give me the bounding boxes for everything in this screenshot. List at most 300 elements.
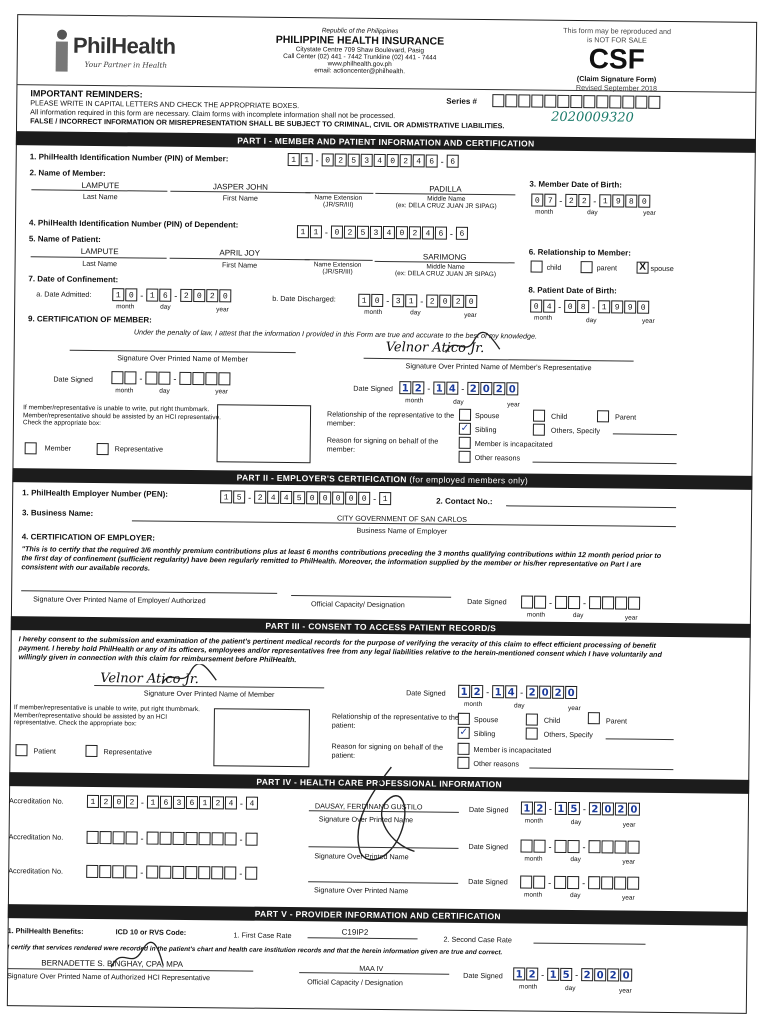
day-label: day — [569, 891, 581, 900]
opt-representative-checkbox-2[interactable] — [85, 745, 97, 757]
digit-box[interactable]: 0 — [637, 301, 649, 314]
employer-cert-text: "This is to certify that the required 3/6 monthly premium contributions plus at least 6 months contributions preceding the 3 months qualifying contributions within 12 month period prior to the first day of confinement (sufficient regularity) have been regularly remitted to PhilHealth. Moreover, the information supplied by the member or his/her representative on Part I are consistent with our available records. — [21, 544, 662, 573]
label-name-ext-sub: (JR/SR/III) — [322, 268, 353, 276]
business-name-label: 3. Business Name: — [21, 508, 94, 518]
hci-capacity-value[interactable]: MAA IV — [359, 963, 384, 974]
rel-child-label: child — [546, 262, 562, 272]
q1-member-pin-label: 1. PhilHealth Identification Number (PIN) of Member: — [29, 152, 229, 164]
digit-box[interactable]: 0 — [345, 492, 357, 505]
box-separator: - — [239, 798, 244, 809]
year-label: year — [622, 821, 636, 829]
doctor-signature-scribble-icon — [330, 762, 441, 878]
digit-box[interactable]: 0 — [531, 194, 543, 207]
label-name-ext-text: Name Extension — [313, 261, 362, 269]
digit-box[interactable]: 2 — [526, 686, 538, 699]
box-separator: - — [174, 290, 178, 301]
digit-box[interactable]: 1 — [555, 802, 567, 815]
digit-box[interactable]: 1 — [146, 289, 158, 302]
digit-box[interactable]: 5 — [348, 154, 360, 167]
box-separator: - — [140, 796, 145, 808]
member-last-name[interactable]: LAMPUTE — [81, 180, 120, 191]
month-label: month — [519, 983, 538, 991]
label-last-name: Last Name — [82, 191, 118, 202]
pen-label: 1. PhilHealth Employer Number (PEN): — [22, 488, 169, 499]
digit-box[interactable]: 6 — [160, 796, 172, 809]
digit-box[interactable]: 1 — [358, 294, 370, 307]
reproduce-note-1: This form may be reproduced and — [563, 25, 672, 36]
digit-box[interactable]: 2 — [412, 381, 424, 394]
digit-box[interactable]: 1 — [220, 490, 232, 503]
reason-other-text-2: Other reasons — [473, 758, 519, 769]
reason-incapacitated-box[interactable] — [459, 437, 471, 449]
agency-email: email: actioncenter@philhealth. — [314, 67, 406, 76]
digit-box[interactable]: 2 — [581, 968, 593, 981]
reason-label: Reason for signing on behalf of the member: — [326, 435, 439, 454]
digit-box[interactable]: 0 — [331, 225, 343, 238]
digit-box[interactable]: 0 — [565, 686, 577, 699]
day-label: day — [565, 984, 576, 993]
digit-box[interactable]: 2 — [565, 194, 577, 207]
digit-box[interactable]: 1 — [310, 225, 322, 238]
digit-box[interactable]: 0 — [530, 300, 542, 313]
digit-box[interactable]: 6 — [186, 796, 198, 809]
day-label: day — [513, 702, 525, 710]
member-first-name[interactable]: JASPER JOHN — [212, 182, 269, 192]
digit-box[interactable]: 2 — [467, 382, 479, 395]
opt-patient-label: Patient — [33, 746, 56, 756]
digit-box[interactable]: 1 — [112, 288, 124, 301]
digit-box[interactable]: 2 — [615, 802, 627, 815]
label-name-ext-sub: (JR/SR/III) — [323, 201, 354, 209]
box-separator: - — [324, 226, 329, 237]
rel-parent-box-2[interactable] — [588, 712, 600, 724]
digit-box[interactable]: 0 — [638, 195, 650, 208]
digit-box[interactable]: 1 — [399, 381, 411, 394]
patient-middle-name[interactable]: SARIMONG — [422, 252, 467, 262]
label-middle-name — [373, 195, 519, 211]
rep-signature-label: Signature Over Printed Name of Member's Representative — [405, 361, 592, 373]
doctor-name[interactable]: DAUSAY, FERDINAND GUSTILO — [314, 801, 423, 812]
box-separator: - — [440, 156, 444, 167]
label-first-name: First Name — [222, 193, 258, 203]
digit-box[interactable]: 0 — [306, 491, 318, 504]
digit-box[interactable]: 0 — [219, 289, 231, 302]
digit-box[interactable]: 2 — [400, 154, 412, 167]
digit-box[interactable]: 7 — [544, 194, 556, 207]
first-case-value[interactable]: C19IP2 — [341, 927, 369, 937]
digit-box[interactable]: 0 — [628, 803, 640, 816]
digit-box[interactable]: 1 — [87, 795, 99, 808]
box-separator: - — [140, 289, 144, 300]
rel-spouse-text-2: Spouse — [473, 714, 499, 725]
patient-first-name[interactable]: APRIL JOY — [219, 248, 261, 258]
business-name[interactable]: CITY GOVERNMENT OF SAN CARLOS — [336, 513, 467, 524]
rel-child-text: Child — [550, 411, 568, 421]
digit-box[interactable]: 0 — [564, 300, 576, 313]
rel-spouse-checkbox[interactable]: X — [637, 262, 649, 274]
employer-capacity-label: Official Capacity/ Designation — [311, 599, 405, 610]
box-separator: - — [315, 154, 319, 165]
patient-last-name[interactable]: LAMPUTE — [80, 246, 119, 257]
member-dob[interactable] — [531, 194, 651, 208]
digit-box[interactable]: 3 — [173, 796, 185, 809]
digit-box[interactable]: 1 — [547, 968, 559, 981]
dependent-pin[interactable] — [297, 225, 469, 240]
member-pin[interactable] — [288, 153, 460, 168]
q2-member-name-label: 2. Name of Member: — [29, 168, 106, 179]
digit-box[interactable]: 2 — [409, 226, 421, 239]
day-label: day — [570, 818, 582, 827]
form-name: (Claim Signature Form) — [576, 74, 657, 84]
digit-box[interactable]: 2 — [212, 796, 224, 809]
dob-year-label: year — [643, 209, 656, 217]
digit-box[interactable]: 1 — [199, 796, 211, 809]
digit-box[interactable]: 2 — [471, 685, 483, 698]
benefits-label: 1. PhilHealth Benefits: — [7, 926, 84, 936]
part2-title-text: PART II - EMPLOYER'S CERTIFICATION — [236, 472, 407, 485]
digit-box[interactable]: 2 — [126, 795, 138, 808]
year-label: year — [621, 894, 635, 902]
patient-dob[interactable] — [530, 300, 650, 314]
date-discharged[interactable] — [358, 294, 478, 308]
digit-box[interactable]: 3 — [361, 154, 373, 167]
representative-signature: Velnor Atico Jr. — [385, 340, 485, 357]
box-separator: - — [373, 493, 377, 504]
date-admitted[interactable] — [112, 288, 232, 302]
digit-box[interactable]: 8 — [577, 300, 589, 313]
rel-spouse-text: Spouse — [474, 410, 500, 421]
icd-label: ICD 10 or RVS Code: — [115, 927, 187, 937]
digit-box[interactable]: 0 — [594, 968, 606, 981]
digit-box[interactable]: 6 — [435, 227, 447, 240]
opt-representative-label: Representative — [114, 444, 164, 454]
reminders-line3: FALSE / INCORRECT INFORMATION OR MISREPRESENTATION SHALL BE SUBJECT TO CRIMINAL, CIVIL OR ADMISTRATIVE LIABILITIES. — [30, 116, 505, 131]
digit-box[interactable]: 4 — [413, 154, 425, 167]
digit-box[interactable]: 0 — [193, 289, 205, 302]
digit-box[interactable]: 2 — [426, 294, 438, 307]
part4-title: PART IV - HEALTH CARE PROFESSIONAL INFORMATION — [9, 772, 749, 794]
consent-date-signed[interactable] — [458, 685, 578, 699]
digit-box[interactable]: 4 — [446, 382, 458, 395]
box-separator: - — [548, 803, 552, 814]
opt-member-checkbox[interactable] — [25, 442, 37, 454]
box-separator: - — [427, 382, 431, 393]
provider-cert-text: I certify that services rendered were recorded in the patient's chart and health care institution records and that the herein information given are true and correct. — [7, 944, 503, 957]
reason-incapacitated-box-2[interactable] — [457, 743, 469, 755]
month-label: month — [405, 397, 424, 405]
digit-box[interactable]: 0 — [113, 795, 125, 808]
reminders-line2: All information required in this form are necessary. Claim forms with incomplete information shall not be processed. — [30, 107, 396, 121]
year-label: year — [618, 987, 632, 995]
accreditation-label-2: Accreditation No. — [8, 832, 64, 842]
accreditation-no-1[interactable] — [87, 795, 259, 810]
label-name-ext-text: Name Extension — [314, 194, 363, 202]
employer-date-signed[interactable]: - - — [521, 595, 641, 609]
digit-box[interactable]: 0 — [322, 153, 334, 166]
consent-signature-label: Signature Over Printed Name of Member — [143, 688, 275, 699]
digit-box[interactable]: 4 — [422, 226, 434, 239]
digit-box[interactable]: 1 — [405, 294, 417, 307]
rel-parent-text-2: Parent — [605, 716, 628, 726]
member-signature-label: Signature Over Printed Name of Member — [117, 353, 248, 364]
day-label: day — [410, 309, 421, 317]
digit-box[interactable]: 0 — [539, 686, 551, 699]
rel-parent-checkbox[interactable] — [581, 261, 593, 273]
opt-representative-label-2: Representative — [103, 747, 152, 757]
digit-box[interactable]: 2 — [493, 382, 505, 395]
month-label: month — [364, 308, 383, 316]
digit-box[interactable]: 6 — [426, 154, 438, 167]
box-separator: - — [575, 969, 579, 980]
rel-spouse-box-2[interactable] — [458, 713, 470, 725]
rel-spouse-label: spouse — [650, 263, 674, 274]
second-case-label: 2. Second Case Rate — [443, 934, 512, 945]
month-label: month — [524, 855, 543, 863]
doctor-date-1[interactable] — [521, 801, 641, 815]
digit-box[interactable]: 1 — [301, 153, 313, 166]
day-label: day — [453, 398, 464, 406]
rel-child-box-2[interactable] — [526, 714, 538, 726]
day-label: day — [585, 317, 597, 325]
reminders-line1: PLEASE WRITE IN CAPITAL LETTERS AND CHECK THE APPROPRIATE BOXES. — [30, 98, 300, 111]
digit-box[interactable]: 0 — [371, 294, 383, 307]
digit-box[interactable]: 4 — [543, 300, 555, 313]
hci-signature-scribble-icon — [107, 939, 167, 979]
rel-sibling-text: Sibling — [474, 424, 497, 435]
doctor-date-label-1: Date Signed — [468, 804, 509, 815]
employer-cert-label: 4. CERTIFICATION OF EMPLOYER: — [21, 532, 155, 543]
rel-others-text-2: Others, Specify — [543, 729, 593, 740]
digit-box[interactable]: 5 — [560, 968, 572, 981]
employer-signature-label: Signature Over Printed Name of Employer/ Authorized — [33, 594, 206, 606]
rel-child-box[interactable] — [533, 410, 545, 422]
digit-box[interactable]: 2 — [578, 194, 590, 207]
accreditation-label-3: Accreditation No. — [8, 866, 64, 876]
dob-month-label: month — [535, 208, 554, 216]
doctor-date-3[interactable]: - - — [520, 875, 640, 889]
digit-box[interactable]: 0 — [465, 295, 477, 308]
reason-other-box[interactable] — [459, 451, 471, 463]
digit-box[interactable]: 4 — [374, 154, 386, 167]
digit-box[interactable]: 2 — [607, 968, 619, 981]
rel-sibling-box[interactable]: ✓ — [460, 422, 470, 434]
digit-box[interactable]: 2 — [100, 795, 112, 808]
agency-callcenter: Call Center (02) 441 - 7442 Trunkline (02) 441 - 7444 — [283, 52, 437, 62]
rel-child-checkbox[interactable] — [531, 261, 543, 273]
reason-incapacitated-text-2: Member is incapacitated — [473, 744, 552, 755]
reason-incapacitated-text: Member is incapacitated — [474, 438, 553, 449]
part3-title: PART III - CONSENT TO ACCESS PATIENT RECORD/S — [11, 616, 751, 638]
doctor-signature-label-2: Signature Over Printed Name — [314, 851, 409, 862]
opt-representative-checkbox[interactable] — [97, 443, 109, 455]
digit-box[interactable]: 0 — [332, 491, 344, 504]
digit-box[interactable]: 4 — [225, 796, 237, 809]
doctor-date-label-3: Date Signed — [468, 876, 508, 887]
digit-box[interactable]: 5 — [293, 491, 305, 504]
digit-box[interactable]: 2 — [206, 289, 218, 302]
rel-parent-box[interactable] — [597, 410, 609, 422]
agency-name: PHILIPPINE HEALTH INSURANCE — [275, 33, 445, 48]
digit-box[interactable]: 4 — [383, 226, 395, 239]
year-label: year — [464, 311, 477, 319]
digit-box[interactable]: 1 — [458, 685, 470, 698]
logo-text: PhilHealth — [72, 32, 176, 59]
digit-box[interactable]: 9 — [624, 301, 636, 314]
reason-other-box-2[interactable] — [457, 757, 469, 769]
rel-others-box[interactable] — [533, 424, 545, 436]
digit-box[interactable]: 1 — [521, 801, 533, 814]
digit-box[interactable]: 1 — [599, 194, 611, 207]
member-middle-name[interactable]: PADILLA — [429, 184, 462, 194]
rep-date-signed[interactable] — [399, 381, 519, 395]
series-boxes[interactable] — [492, 94, 661, 109]
rel-others-text: Others, Specify — [550, 425, 601, 436]
box-separator: - — [541, 969, 545, 980]
thumbmark-box[interactable] — [217, 404, 312, 463]
digit-box[interactable]: 1 — [379, 492, 391, 505]
digit-box[interactable]: 8 — [625, 195, 637, 208]
digit-box[interactable]: 3 — [392, 294, 404, 307]
q8-patient-dob-label: 8. Patient Date of Birth: — [528, 285, 617, 296]
digit-box[interactable]: 2 — [552, 686, 564, 699]
hci-date-signed[interactable] — [513, 967, 633, 981]
part5-title: PART V - PROVIDER INFORMATION AND CERTIFICATION — [8, 904, 748, 926]
rel-others-box-2[interactable] — [526, 728, 538, 740]
digit-box[interactable]: 2 — [589, 802, 601, 815]
q4-dependent-pin-label: 4. PhilHealth Identification Number (PIN) of Dependent: — [28, 218, 239, 230]
box-separator: - — [449, 228, 453, 239]
digit-box[interactable]: 0 — [125, 288, 137, 301]
consent-signature: Velnor Atico Jr. — [100, 671, 199, 688]
digit-box[interactable]: 0 — [439, 295, 451, 308]
digit-box[interactable]: 2 — [180, 289, 192, 302]
digit-box[interactable]: 1 — [492, 685, 504, 698]
digit-box[interactable]: 1 — [598, 300, 610, 313]
month-label: month — [524, 817, 543, 825]
doctor-date-2[interactable]: - - — [520, 839, 640, 853]
employer-pen[interactable] — [220, 490, 392, 505]
day-label: day — [160, 303, 171, 311]
contact-label: 2. Contact No.: — [436, 496, 493, 507]
digit-box[interactable]: 0 — [480, 382, 492, 395]
month-label: month — [526, 611, 546, 619]
republic-text: Republic of the Philippines — [321, 27, 399, 36]
rel-spouse-box[interactable] — [459, 409, 471, 421]
year-label: year — [215, 388, 228, 396]
label-middle-name — [372, 263, 518, 279]
thumbmark-box-2[interactable] — [213, 708, 310, 767]
digit-box[interactable]: 9 — [612, 194, 624, 207]
digit-box[interactable]: 2 — [254, 491, 266, 504]
box-separator: - — [592, 301, 596, 312]
employer-date-label: Date Signed — [467, 596, 507, 607]
accreditation-no-3[interactable]: - - — [86, 865, 258, 880]
digit-box[interactable]: 3 — [370, 226, 382, 239]
box-separator: - — [386, 295, 390, 306]
digit-box[interactable]: 1 — [433, 382, 445, 395]
box-separator: - — [520, 686, 524, 697]
reproduce-note-2: is NOT FOR SALE — [587, 35, 647, 45]
series-label: Series # — [446, 96, 478, 106]
digit-box[interactable]: 1 — [147, 796, 159, 809]
digit-box[interactable]: 6 — [447, 155, 459, 168]
label-name-ext — [297, 261, 377, 276]
digit-box[interactable]: 4 — [505, 685, 517, 698]
digit-box[interactable]: 2 — [344, 226, 356, 239]
box-separator: - — [582, 803, 586, 814]
digit-box[interactable]: 2 — [526, 968, 538, 981]
philhealth-logo-icon — [53, 29, 71, 73]
form-code: CSF — [588, 43, 645, 75]
doctor-date-label-2: Date Signed — [468, 841, 509, 852]
digit-box[interactable]: 0 — [506, 382, 518, 395]
digit-box[interactable]: 0 — [396, 226, 408, 239]
day-label: day — [159, 387, 170, 395]
reason-other-text: Other reasons — [474, 452, 521, 463]
digit-box[interactable]: 1 — [297, 225, 309, 238]
digit-box[interactable]: 0 — [358, 492, 370, 505]
digit-box[interactable]: 6 — [456, 227, 468, 240]
accreditation-no-2[interactable]: - - — [87, 831, 259, 846]
member-date-signed[interactable]: - - — [111, 371, 231, 385]
digit-box[interactable]: 0 — [602, 802, 614, 815]
digit-box[interactable]: 0 — [620, 969, 632, 982]
rel-sibling-box-2[interactable]: ✓ — [459, 726, 468, 738]
label-last-name: Last Name — [82, 258, 118, 269]
digit-box[interactable]: 6 — [159, 289, 171, 302]
digit-box[interactable]: 1 — [288, 153, 300, 166]
opt-patient-checkbox[interactable] — [15, 744, 27, 756]
digit-box[interactable]: 1 — [513, 967, 525, 980]
digit-box[interactable]: 2 — [452, 295, 464, 308]
rep-date-signed-label: Date Signed — [353, 383, 393, 394]
digit-box[interactable]: 9 — [611, 300, 623, 313]
box-separator: - — [593, 195, 597, 206]
box-separator: - — [558, 301, 562, 312]
digit-box[interactable]: 5 — [233, 490, 245, 503]
digit-box[interactable]: 4 — [267, 491, 279, 504]
q7-confinement-label: 7. Date of Confinement: — [28, 274, 119, 285]
digit-box[interactable]: 2 — [335, 153, 347, 166]
digit-box[interactable]: 2 — [534, 802, 546, 815]
part2-title-sub: (for employed members only) — [409, 474, 529, 486]
year-label: year — [624, 614, 638, 622]
agency-website: www.philhealth.gov.ph — [327, 60, 392, 69]
day-label: day — [572, 612, 584, 620]
digit-box[interactable]: 4 — [280, 491, 292, 504]
member-date-signed-label: Date Signed — [53, 374, 94, 384]
form-code-block — [536, 26, 697, 94]
hci-signature-label: Signature Over Printed Name of Authorized HCI Representative — [7, 971, 211, 983]
digit-box[interactable]: 5 — [568, 802, 580, 815]
digit-box[interactable]: 0 — [387, 154, 399, 167]
year-label: year — [567, 704, 581, 713]
reminders-title: IMPORTANT REMINDERS: — [30, 88, 143, 100]
month-label: month — [115, 387, 134, 395]
hci-representative-name[interactable]: BERNADETTE S. BINGHAY, CPA, MPA — [41, 958, 183, 969]
digit-box[interactable]: 0 — [319, 491, 331, 504]
certification-text: Under the penalty of law, I attest that the information I provided in this Form are true and accurate to the best of my knowledge. — [133, 327, 538, 341]
consent-text: I hereby consent to the submission and examination of the patient's pertinent medical records for the purpose of verifying the veracity of this claim to effect efficient processing of benefit payment. I hereby hold PhilHealth or any of its officers, employees and/or representatives free from any legal liabilities relative to the herein-mentioned consent which I have voluntarily and willingly given in connection with this claim for reimbursement before PhilHealth. — [18, 634, 662, 665]
digit-box[interactable]: 4 — [246, 797, 258, 810]
box-separator: - — [248, 492, 252, 503]
label-middle-example: (ex: DELA CRUZ JUAN JR SIPAG) — [395, 202, 497, 211]
digit-box[interactable]: 5 — [357, 226, 369, 239]
month-label: month — [463, 700, 483, 709]
doctor-signature-label-3: Signature Over Printed Name — [314, 885, 409, 896]
claim-signature-form — [7, 14, 757, 1014]
relationship-label-2: Relationship of the representative to the patient: — [331, 711, 459, 730]
